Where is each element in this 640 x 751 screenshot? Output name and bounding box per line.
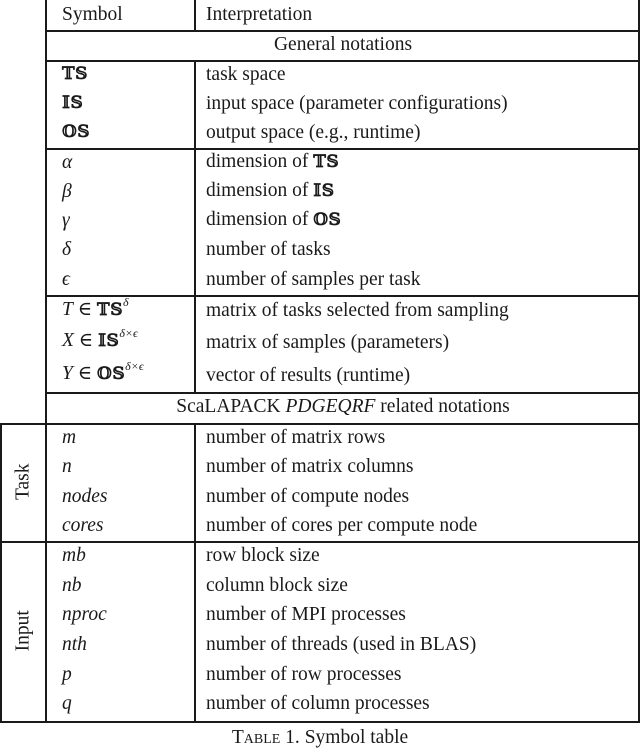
interp-nodes: number of compute nodes [206,486,410,507]
symbol-gamma: γ [62,210,70,231]
rule-header-bottom [45,30,640,32]
group-label-task: Task [12,463,34,501]
symbol-y-vector: Y ∈ 𝕆𝕊$^{\delta\times\epsilon}$ [62,359,144,384]
symbol-nproc: nproc [62,604,107,625]
group-label-input: Input [12,610,34,652]
symbol-alpha: α [62,152,73,173]
symbol-epsilon: ϵ [62,269,70,290]
symbol-nb: nb [62,575,82,596]
symbol-t-matrix: T ∈ 𝕋𝕊$^\delta$ [62,295,129,320]
header-symbol: Symbol [62,4,123,25]
symbol-x-matrix: X ∈ 𝕀𝕊$^{\delta\times\epsilon}$ [62,326,138,351]
group-border-left [0,423,2,722]
column-divider-middle [194,60,196,392]
interp-p: number of row processes [206,664,402,685]
rule-matrices-bottom [45,392,640,394]
rule-dims-bottom [45,295,640,297]
symbol-is: 𝕀𝕊 [62,93,84,113]
column-divider-top [194,0,196,30]
interp-m: number of matrix rows [206,427,386,448]
table-border-left-bottom [45,423,47,722]
interp-nproc: number of MPI processes [206,604,406,625]
header-interpretation: Interpretation [206,4,313,25]
symbol-q: q [62,693,72,714]
interp-is: input space (parameter configurations) [206,93,508,114]
interp-ts: task space [206,64,286,85]
symbol-mb: mb [62,545,86,566]
interp-mb: row block size [206,545,320,566]
interp-epsilon: number of samples per task [206,269,421,290]
interp-cores: number of cores per compute node [206,515,478,536]
rule-scalapack-bottom [0,423,640,425]
symbol-beta: β [62,181,72,202]
symbol-p: p [62,664,72,685]
interp-nth: number of threads (used in BLAS) [206,634,477,655]
interp-delta: number of tasks [206,239,331,260]
symbol-n: n [62,456,72,477]
rule-task-bottom [0,541,640,543]
rule-spaces-bottom [45,148,640,150]
symbol-cores: cores [62,515,104,536]
table-border-right [638,0,640,722]
interp-alpha: dimension of 𝕋𝕊 [206,151,340,172]
symbol-nth: nth [62,634,87,655]
interp-q: number of column processes [206,693,430,714]
interp-beta: dimension of 𝕀𝕊 [206,180,335,201]
interp-nb: column block size [206,575,348,596]
rule-table-bottom [0,721,640,723]
table-border-left-top [45,0,47,423]
table-caption: Table 1. Symbol table [231,727,409,748]
interp-y-vector: vector of results (runtime) [206,365,411,386]
interp-t-matrix: matrix of tasks selected from sampling [206,300,509,321]
interp-n: number of matrix columns [206,456,414,477]
interp-x-matrix: matrix of samples (parameters) [206,332,450,353]
symbol-nodes: nodes [62,486,108,507]
section-general-notations: General notations [273,34,413,55]
symbol-ts: 𝕋𝕊 [62,64,88,84]
section-scalapack-notations: ScaLAPACK PDGEQRF related notations [176,396,510,417]
symbol-delta: δ [62,239,72,260]
symbol-os: 𝕆𝕊 [62,122,91,142]
interp-os: output space (e.g., runtime) [206,122,421,143]
interp-gamma: dimension of 𝕆𝕊 [206,209,342,230]
symbol-m: m [62,427,77,448]
column-divider-bottom [194,423,196,722]
rule-general-bottom [45,60,640,62]
